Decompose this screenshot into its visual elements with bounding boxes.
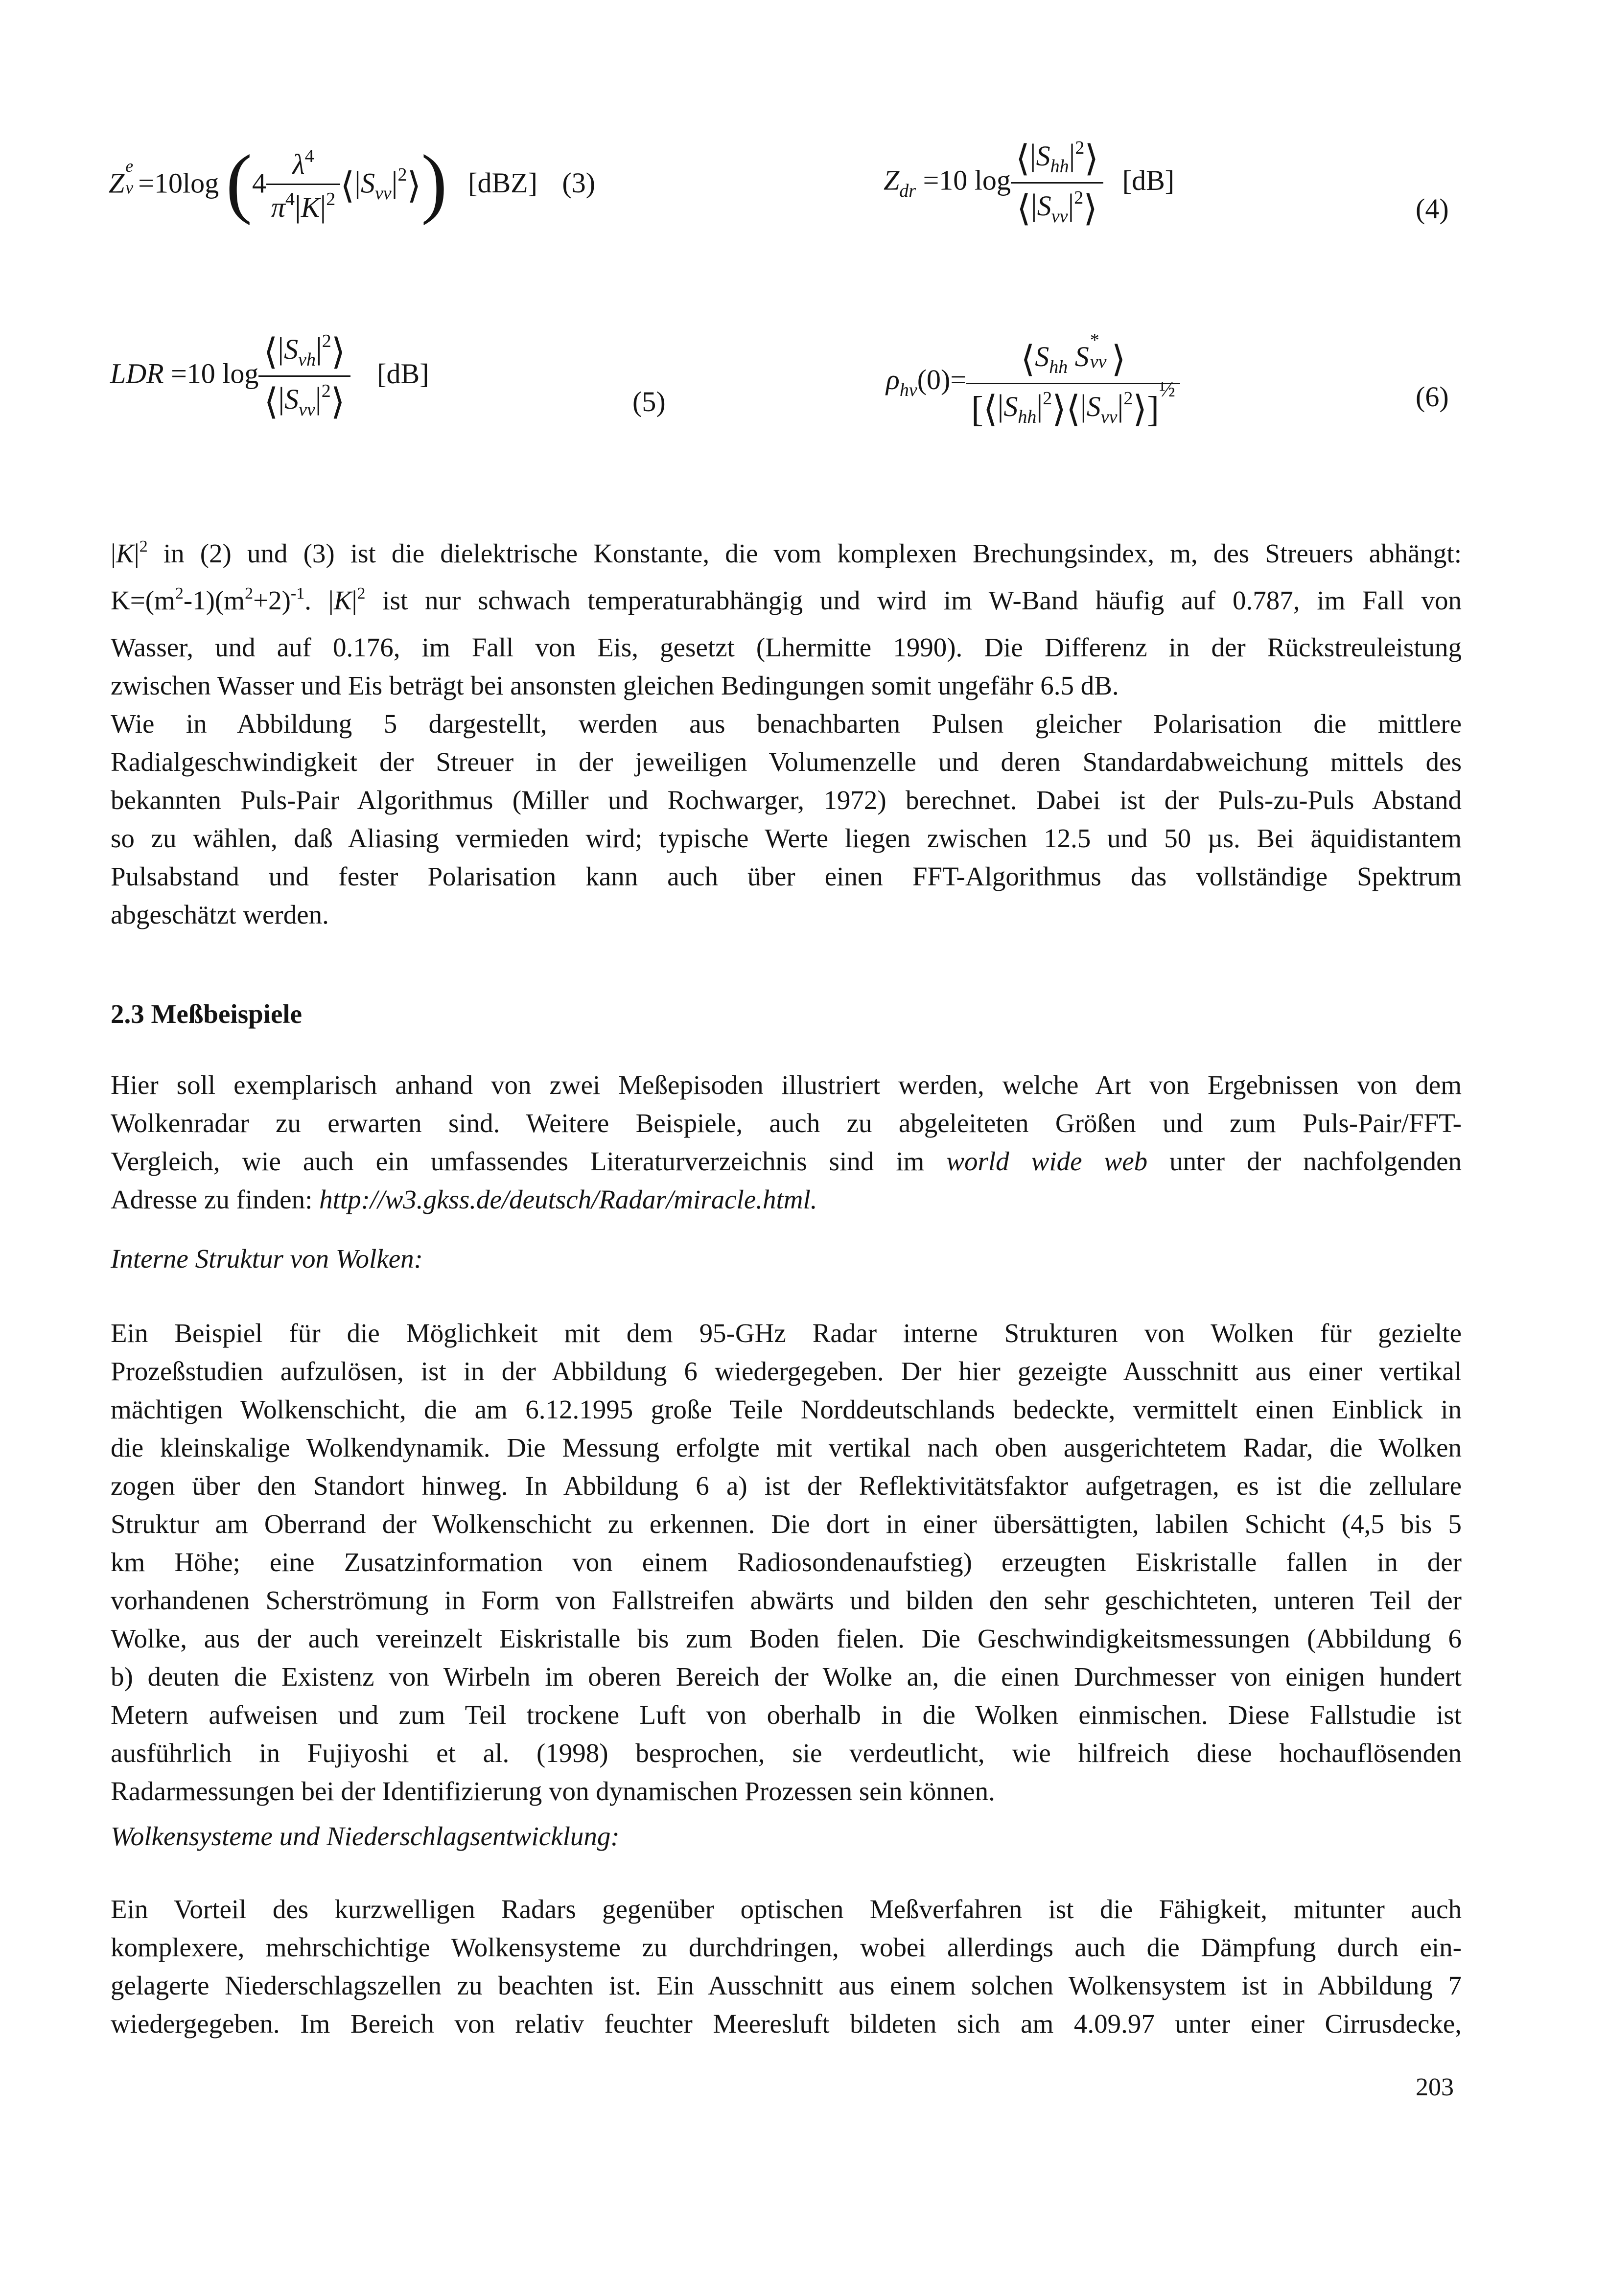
- equation-4: [884, 139, 1174, 227]
- p1-line2-sup1: 2: [175, 584, 184, 603]
- text-line: die kleinskalige Wolkendynamik. Die Messung erfolgte mit vertikal nach oben ausgerichtetem Radar, die Wolken: [111, 1433, 1462, 1462]
- eq3-lambda: λ: [292, 148, 305, 180]
- text-line: Wolkenradar zu erwarten sind. Weitere Beispiele, auch zu abgeleiteten Größen und zum Puls-Pair/FFT-: [111, 1108, 1462, 1138]
- k-sup: 2: [139, 537, 148, 556]
- text-line: Ein Beispiel für die Möglichkeit mit dem 95-GHz Radar interne Strukturen von Wolken für gezielte: [111, 1318, 1462, 1348]
- text-line: Prozeßstudien aufzulösen, ist in der Abbildung 6 wiedergegeben. Der hier gezeigte Ausschnitt aus einer vertikal: [111, 1356, 1462, 1386]
- eq3-k-exp: 2: [326, 188, 336, 209]
- eq6-den-s1: S: [1003, 390, 1018, 422]
- paragraph-cloud-structure: [111, 1314, 1462, 1810]
- eq3-k: K: [301, 191, 320, 223]
- eq5-lhs: LDR: [110, 357, 164, 390]
- eq6-num-star: *: [1090, 330, 1099, 350]
- p3-line4-a: Adresse zu finden:: [111, 1184, 320, 1214]
- eq4-den-sub: vv: [1051, 206, 1068, 227]
- p1-line2-a: K=(m: [111, 585, 175, 615]
- eq3-lhs-sup: e: [125, 156, 134, 176]
- eq4-lhs-sub: dr: [899, 180, 916, 201]
- text-line: Hier soll exemplarisch anhand von zwei Meßepisoden illustriert werden, welche Art von Ergebnissen von dem: [111, 1070, 1462, 1100]
- p1-line2-sup3: -1: [290, 584, 305, 603]
- eq3-s-sub: vv: [374, 183, 392, 204]
- eq5-num-exp: 2: [322, 331, 331, 351]
- eq5-unit: [dB]: [377, 357, 429, 390]
- eq4-num-sub: hh: [1050, 156, 1069, 177]
- p1-line2-k-sup: 2: [357, 584, 366, 603]
- equation-5: [110, 333, 429, 420]
- p1-line2-c: +2): [253, 585, 291, 615]
- eq6-arg: (0)=: [917, 364, 967, 395]
- eq4-lhs: Z: [884, 164, 900, 196]
- eq3-lhs-sub: v: [125, 178, 134, 198]
- eq3-number: (3): [562, 167, 596, 199]
- p3-line3-a: Vergleich, wie auch ein umfassendes Literaturverzeichnis sind im: [111, 1146, 947, 1176]
- text-line: komplexere, mehrschichtige Wolkensysteme zu durchdringen, wobei allerdings auch die Dämpfung durch ein-: [111, 1932, 1462, 1962]
- eq5-num-sub: vh: [298, 349, 316, 370]
- eq5-den-s: S: [284, 383, 299, 415]
- text-line: zwischen Wasser und Eis beträgt bei ansonsten gleichen Bedingungen somit ungefähr 6.5 dB.: [111, 671, 1119, 700]
- text-line: so zu wählen, daß Aliasing vermieden wird; typische Werte liegen zwischen 12.5 und 50 µs. Bei äquidistantem: [111, 823, 1462, 853]
- subheading-cloud-systems: Wolkensysteme und Niederschlagsentwicklung:: [111, 1821, 620, 1851]
- text-line: Pulsabstand und fester Polarisation kann auch über einen FFT-Algorithmus das vollständige Spektrum: [111, 861, 1462, 891]
- eq4-den-exp: 2: [1074, 187, 1084, 208]
- page-number: 203: [1416, 2073, 1454, 2101]
- text-line: [111, 1142, 1462, 1181]
- eq6-num-s2: S: [1074, 341, 1089, 372]
- eq4-log: =10 log: [923, 164, 1011, 196]
- eq6-rho: ρ: [886, 364, 900, 395]
- paragraph-puls-pair: [111, 705, 1462, 934]
- eq4-fraction: $\frac{⟨|S_{hh}|^2⟩}{⟨|S_{vv}|^2⟩}$: [1011, 139, 1103, 227]
- eq3-lambda-exp: 4: [304, 145, 314, 166]
- text-line: vorhandenen Scherströmung in Form von Fallstreifen abwärts und bilden den sehr geschichteten, unteren Teil der: [111, 1585, 1462, 1615]
- eq4-number: (4): [1416, 193, 1449, 225]
- eq6-number: (6): [1416, 381, 1449, 413]
- text-line: $|K|^2$ in (2) und (3) ist die dielektrische Konstante, die vom komplexen Brechungsindex, m, des Streuers abhängt:: [111, 537, 1462, 568]
- p1-line2-d: .: [304, 585, 328, 615]
- eq3-open-paren: (: [226, 139, 252, 226]
- eq6-fraction: $⟨S_{hh}$ S * vv ⟩ $[⟨|S_{hh}|^2⟩⟨|S_{vv}|^2⟩]^{\frac{1}{2}}$: [966, 338, 1180, 427]
- eq6-den-exp1: 2: [1043, 388, 1052, 409]
- text-line: bekannten Puls-Pair Algorithmus (Miller und Rochwarger, 1972) berechnet. Dabei ist der Puls-zu-Puls Abstand: [111, 785, 1462, 815]
- eq5-den-sub: vv: [299, 399, 315, 420]
- p1-line2-e: ist nur schwach temperaturabhängig und wird im W-Band häufig auf 0.787, im Fall von: [365, 585, 1462, 615]
- eq3-factor: 4: [252, 167, 266, 199]
- eq3-close-paren: ): [421, 139, 447, 226]
- text-line: Wie in Abbildung 5 dargestellt, werden aus benachbarten Pulsen gleicher Polarisation die mittlere: [111, 709, 1462, 739]
- k-symbol: K: [116, 538, 134, 568]
- text-line: Ein Vorteil des kurzwelligen Radars gegenüber optischen Meßverfahren ist die Fähigkeit, mitunter auch: [111, 1894, 1462, 1924]
- equation-6: [886, 330, 1180, 430]
- eq3-unit: [dBZ]: [468, 167, 537, 199]
- eq6-num-sub2: vv: [1090, 351, 1107, 372]
- text-line: Radarmessungen bei der Identifizierung von dynamischen Prozessen sein können.: [111, 1776, 995, 1806]
- eq4-unit: [dB]: [1122, 164, 1175, 196]
- paragraph-intro: [111, 1066, 1462, 1219]
- eq3-s: S: [360, 167, 375, 199]
- text-line: gelagerte Niederschlagszellen zu beachten ist. Ein Ausschnitt aus einem solchen Wolkensystem ist in Abbildung 7: [111, 1971, 1462, 2000]
- p1-line2-b: -1)(m: [183, 585, 245, 615]
- section-heading: 2.3 Meßbeispiele: [111, 999, 303, 1029]
- eq3-log: =10log: [138, 167, 219, 199]
- p1-line1: in (2) und (3) ist die dielektrische Konstante, die vom komplexen Brechungsindex, m, des Streuers abhängt:: [147, 538, 1462, 568]
- equation-3: Z e v =10log (4 $\frac{\lambda^4}{\pi^4|K|^2}$ $⟨|S_{vv}|^2⟩$) [dBZ] (3): [109, 139, 596, 226]
- text-line: zogen über den Standort hinweg. In Abbildung 6 a) ist der Reflektivitätsfaktor aufgetragen, es ist die zellulare: [111, 1471, 1462, 1501]
- text-line: b) deuten die Existenz von Wirbeln im oberen Bereich der Wolke an, die einen Durchmesser von einigen hundert: [111, 1662, 1462, 1692]
- url-link[interactable]: http://w3.gkss.de/deutsch/Radar/miracle.html.: [319, 1184, 817, 1214]
- text-line: mächtigen Wolkenschicht, die am 6.12.1995 große Teile Norddeutschlands bedeckte, vermittelt einen Einblick in: [111, 1394, 1462, 1424]
- eq3-fraction: $\frac{\lambda^4}{\pi^4|K|^2}$: [266, 150, 340, 222]
- paragraph-dielectric: [111, 534, 1462, 705]
- text-line: Wasser, und auf 0.176, im Fall von Eis, gesetzt (Lhermitte 1990). Die Differenz in der Rückstreuleistung: [111, 632, 1462, 662]
- eq4-num-exp: 2: [1075, 138, 1085, 158]
- text-line: wiedergegeben. Im Bereich von relativ feuchter Meeresluft bildeten sich am 4.09.97 unter einer Cirrusdecke,: [111, 2009, 1462, 2039]
- eq6-num-s1: S: [1035, 341, 1049, 372]
- eq6-den-sub1: hh: [1018, 406, 1037, 427]
- eq5-log: =10 log: [171, 357, 259, 390]
- eq6-den-power: ½: [1159, 377, 1175, 401]
- p1-line2-k: K: [333, 585, 352, 615]
- eq6-den-exp2: 2: [1123, 388, 1133, 409]
- text-line: abgeschätzt werden.: [111, 900, 329, 929]
- eq3-lhs: Z: [109, 167, 125, 199]
- text-line: Radialgeschwindigkeit der Streuer in der jeweiligen Volumenzelle und deren Standardabweichung mittels des: [111, 747, 1462, 777]
- eq5-fraction: $\frac{⟨|S_{vh}|^2⟩}{⟨|S_{vv}|^2⟩}$: [258, 333, 350, 420]
- paragraph-cloud-systems: [111, 1890, 1462, 2043]
- text-line: Struktur am Oberrand der Wolkenschicht zu erkennen. Die dort in einer übersättigten, labilen Schicht (4,5 bis 5: [111, 1509, 1462, 1539]
- text-line: $K=(m^2-1)(m^2+2)^{-1}$. $|K|^2$ ist nur schwach temperaturabhängig und wird im W-Band häufig auf 0.787, im Fall von: [111, 584, 1462, 615]
- p1-line2-sup2: 2: [245, 584, 254, 603]
- eq6-den-sub2: vv: [1100, 406, 1118, 427]
- subheading-internal-structure: Interne Struktur von Wolken:: [111, 1244, 423, 1274]
- eq5-number: (5): [632, 386, 666, 417]
- text-line: ausführlich in Fujiyoshi et al. (1998) besprochen, sie verdeutlicht, wie hilfreich diese hochauflösenden: [111, 1738, 1462, 1768]
- eq6-rho-sub: hv: [899, 380, 917, 400]
- eq3-s-exp: 2: [397, 164, 407, 186]
- eq4-num-s: S: [1036, 140, 1050, 172]
- eq5-num-s: S: [284, 333, 299, 365]
- eq3-pi-exp: 4: [285, 188, 295, 209]
- text-line: [111, 1181, 1462, 1219]
- p3-line3-b: unter der nachfolgenden: [1147, 1146, 1462, 1176]
- text-line: km Höhe; eine Zusatzinformation von einem Radiosondenaufstieg) erzeugten Eiskristalle fallen in der: [111, 1547, 1462, 1577]
- eq3-pi: π: [271, 191, 285, 223]
- eq5-den-exp: 2: [321, 380, 331, 401]
- text-line: Metern aufweisen und zum Teil trockene Luft von oberhalb in die Wolken einmischen. Diese Fallstudie ist: [111, 1700, 1462, 1730]
- eq4-den-s: S: [1037, 189, 1051, 222]
- eq6-num-sub1: hh: [1049, 357, 1068, 377]
- eq6-den-s2: S: [1086, 390, 1101, 422]
- p3-www: world wide web: [946, 1146, 1148, 1176]
- text-line: Wolke, aus der auch vereinzelt Eiskristalle bis zum Boden fielen. Die Geschwindigkeitsmessungen (Abbildung 6: [111, 1623, 1462, 1653]
